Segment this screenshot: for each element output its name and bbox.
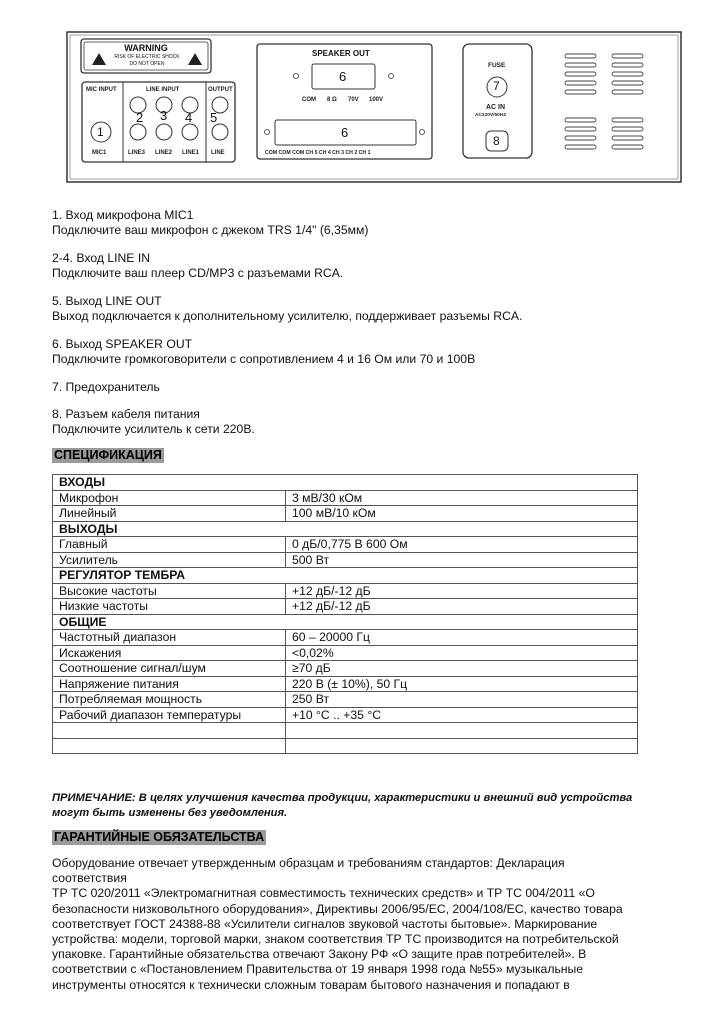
- warranty-line: безопасности низковольтного оборудования», Директивы 2006/95/EC, 2004/108/EC, качество товара: [52, 901, 623, 916]
- warning-line2: DO NOT OPEN: [129, 61, 165, 67]
- item-1-title: 1. Вход микрофона MIC1: [52, 208, 194, 222]
- table-row: Соотношение сигнал/шум ≥70 дБ: [53, 661, 638, 677]
- table-row: [53, 614, 638, 630]
- ohm-label: 8 Ω: [327, 97, 337, 103]
- table-row: Низкие частоты +12 дБ/-12 дБ: [53, 599, 638, 615]
- warning-triangle-right-icon: [188, 53, 202, 65]
- line1-label: LINE1: [182, 150, 200, 156]
- warning-line1: RISK OF ELECTRIC SHOCK: [114, 54, 180, 60]
- warning-triangle-left-icon: [92, 53, 106, 65]
- warranty-line: соответствия: [52, 871, 127, 886]
- warranty-text: [52, 856, 692, 993]
- item-4-title: 6. Выход SPEAKER OUT: [52, 337, 193, 351]
- num-4: 4: [185, 110, 193, 125]
- fuse-label: FUSE: [488, 62, 506, 69]
- warranty-line: соответствии с «Постановлением Правительства от 19 января 1998 года №55» музыкальные: [52, 962, 584, 977]
- table-row: Главный 0 дБ/0,775 В 600 Ом: [53, 537, 638, 553]
- vent-grille: [565, 54, 643, 149]
- v100-label: 100V: [369, 97, 384, 103]
- item-1-desc: Подключите ваш микрофон с джеком TRS 1/4" (6,35мм): [52, 223, 369, 237]
- table-row: Частотный диапазон 60 – 20000 Гц: [53, 630, 638, 646]
- item-6-desc: Подключите усилитель к сети 220В.: [52, 422, 255, 436]
- section-outputs: ВЫХОДЫ: [53, 521, 638, 537]
- item-6-title: 8. Разъем кабеля питания: [52, 407, 200, 421]
- item-2-title: 2-4. Вход LINE IN: [52, 251, 151, 265]
- note-line-1: ПРИМЕЧАНИЕ: В целях улучшения качества продукции, характеристики и внешний вид устройства: [52, 792, 633, 804]
- com-label: COM: [302, 97, 316, 103]
- output-jack-2: [212, 124, 228, 140]
- item-2-desc: Подключите ваш плеер CD/MP3 с разъемами RCA.: [52, 266, 344, 280]
- table-row: Линейный 100 мВ/10 кОм: [53, 506, 638, 522]
- note-line-2: могут быть изменены без уведомления.: [52, 807, 288, 819]
- mic-input-label: MIC INPUT: [86, 87, 117, 93]
- speaker-out-label: SPEAKER OUT: [312, 49, 370, 58]
- speaker-out-box: [257, 44, 432, 159]
- warranty-line: ТР ТС 020/2011 «Электромагнитная совместимость технических средств» и ТР ТС 004/2011 «О: [52, 886, 595, 901]
- table-row: Рабочий диапазон температуры +10 °С .. +35 °С: [53, 707, 638, 723]
- table-row: Микрофон 3 мВ/30 кОм: [53, 490, 638, 506]
- num-6-bottom: 6: [341, 125, 349, 140]
- line-jack-5: [156, 124, 172, 140]
- section-tone: РЕГУЛЯТОР ТЕМБРА: [53, 568, 638, 584]
- v70-label: 70V: [348, 97, 359, 103]
- warranty-line: Оборудование отвечает утвержденным образцам и требованиям стандартов: Декларация: [52, 856, 565, 870]
- table-row: Напряжение питания 220 В (± 10%), 50 Гц: [53, 676, 638, 692]
- num-6-top: 6: [339, 69, 347, 84]
- table-row: [53, 475, 638, 491]
- table-row: Высокие частоты +12 дБ/-12 дБ: [53, 583, 638, 599]
- warning-title: WARNING: [124, 43, 168, 53]
- section-inputs: ВХОДЫ: [53, 475, 638, 491]
- table-row: [53, 521, 638, 537]
- warranty-line: упаковке. Гарантийные обязательства отвечают Закону РФ «О защите прав потребителей». В: [52, 947, 587, 962]
- item-3-desc: Выход подключается к дополнительному усилителю, поддерживает разъемы RCA.: [52, 309, 523, 323]
- line-jack-6: [182, 124, 198, 140]
- line-jack-4: [130, 124, 146, 140]
- spec-table: [52, 474, 638, 754]
- warranty-line: инструменты относятся к технически сложным товарам бытового назначения и попадают в: [52, 977, 570, 992]
- item-5-title: 7. Предохранитель: [52, 380, 160, 394]
- spec-heading: СПЕЦИФИКАЦИЯ: [54, 448, 162, 462]
- num-7: 7: [493, 79, 500, 93]
- table-row: Потребляемая мощность 250 Вт: [53, 692, 638, 708]
- num-3: 3: [160, 108, 168, 123]
- table-row: Усилитель 500 Вт: [53, 552, 638, 568]
- mic1-label: MIC1: [92, 150, 107, 156]
- num-5: 5: [210, 110, 218, 125]
- line3-label: LINE3: [128, 150, 146, 156]
- num-1: 1: [97, 125, 104, 139]
- table-row: [53, 723, 638, 739]
- item-3-title: 5. Выход LINE OUT: [52, 294, 162, 308]
- ac-spec-label: AC220V/50HZ: [475, 113, 507, 118]
- num-8: 8: [493, 134, 500, 148]
- line2-label: LINE2: [155, 150, 173, 156]
- ac-in-label: AC IN: [486, 104, 506, 111]
- table-row: [53, 568, 638, 584]
- table-row: [53, 738, 638, 754]
- line-label: LINE: [211, 150, 225, 156]
- section-general: ОБЩИЕ: [53, 614, 638, 630]
- channels-label: COM COM COM CH 5 CH 4 CH 3 CH 2 CH 1: [265, 150, 371, 156]
- output-label: OUTPUT: [208, 87, 233, 93]
- line-input-label: LINE INPUT: [146, 87, 180, 93]
- rear-panel-diagram: [66, 31, 682, 183]
- note: [52, 791, 692, 821]
- item-4-desc: Подключите громкоговорители с сопротивлением 4 и 16 Ом или 70 и 100В: [52, 352, 476, 366]
- warranty-line: устройства: модели, торговой марки, знаком соответствия ТР ТС производится на потребительской: [52, 932, 619, 947]
- table-row: Искажения <0,02%: [53, 645, 638, 661]
- warranty-heading: ГАРАНТИЙНЫЕ ОБЯЗАТЕЛЬСТВА: [54, 830, 265, 844]
- num-2: 2: [136, 110, 144, 125]
- warranty-line: соответствует ГОСТ 24388-88 «Усилители сигналов звуковой частоты бытовые». Маркирование: [52, 916, 598, 931]
